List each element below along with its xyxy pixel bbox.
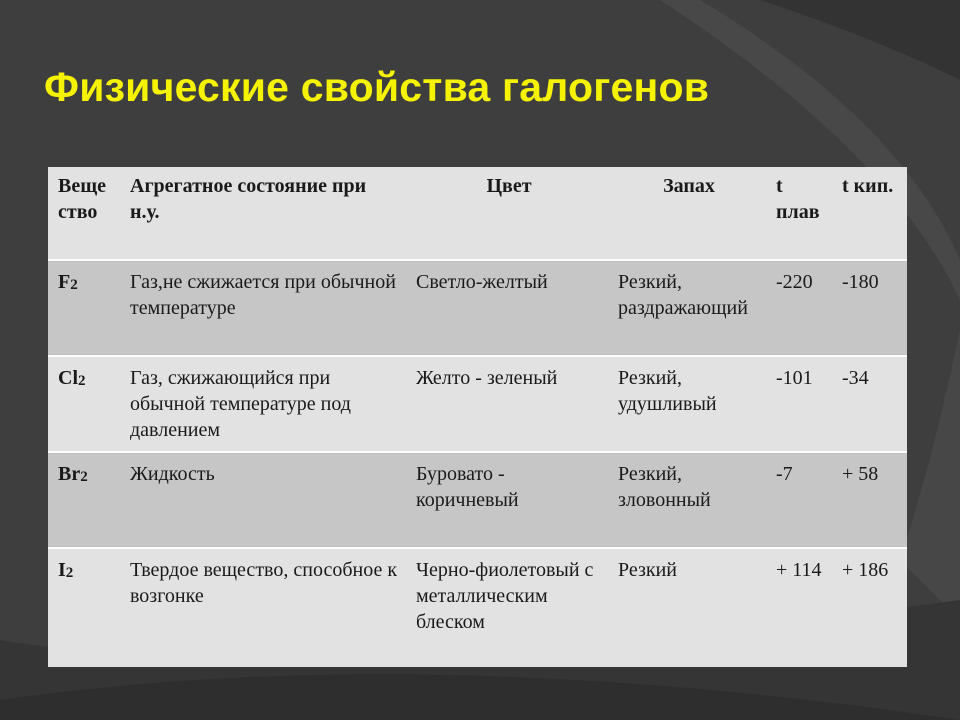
cell-melting-point: + 114 [766,548,832,667]
substance-subscript: 2 [65,565,74,581]
header-substance: Вещество [48,167,120,260]
substance-subscript: 2 [70,277,78,293]
cell-substance [48,260,120,356]
header-state: Агрегатное состояние при н.у. [120,167,406,260]
substance-symbol: Br [58,463,81,485]
cell-boiling-point: + 58 [832,452,907,548]
cell-color: Желто - зеленый [406,356,608,452]
cell-melting-point: -101 [766,356,832,452]
substance-symbol: Cl [58,367,78,389]
table-row [48,548,907,667]
header-smell: Запах [608,167,766,260]
cell-substance [48,452,120,548]
cell-substance [48,356,120,452]
cell-boiling-point: -34 [832,356,907,452]
table-row [48,356,907,452]
substance-subscript: 2 [78,373,86,389]
table-row [48,260,907,356]
cell-color: Буровато - коричневый [406,452,608,548]
cell-boiling-point: + 186 [832,548,907,667]
cell-substance [48,548,120,667]
cell-state: Твердое вещество, способное к возгонке [120,548,406,667]
cell-state: Газ,не сжижается при обычной температуре [120,260,406,356]
cell-smell: Резкий, зловонный [608,452,766,548]
cell-melting-point: -7 [766,452,832,548]
header-boiling-point: t кип. [832,167,907,260]
substance-subscript: 2 [80,469,88,485]
cell-melting-point: -220 [766,260,832,356]
table-row [48,452,907,548]
substance-symbol: I [58,559,66,581]
header-color: Цвет [406,167,608,260]
cell-state: Жидкость [120,452,406,548]
slide-title: Физические свойства галогенов [44,64,710,110]
cell-smell: Резкий [608,548,766,667]
cell-boiling-point: -180 [832,260,907,356]
cell-smell: Резкий, удушливый [608,356,766,452]
cell-color: Черно-фиолетовый с металлическим блеском [406,548,608,667]
cell-color: Светло-желтый [406,260,608,356]
header-melting-point: t плав [766,167,832,260]
table-header-row [48,167,907,260]
cell-smell: Резкий, раздражающий [608,260,766,356]
cell-state: Газ, сжижающийся при обычной температуре под давлением [120,356,406,452]
substance-symbol: F [58,271,71,293]
halogen-properties-table [48,167,907,667]
